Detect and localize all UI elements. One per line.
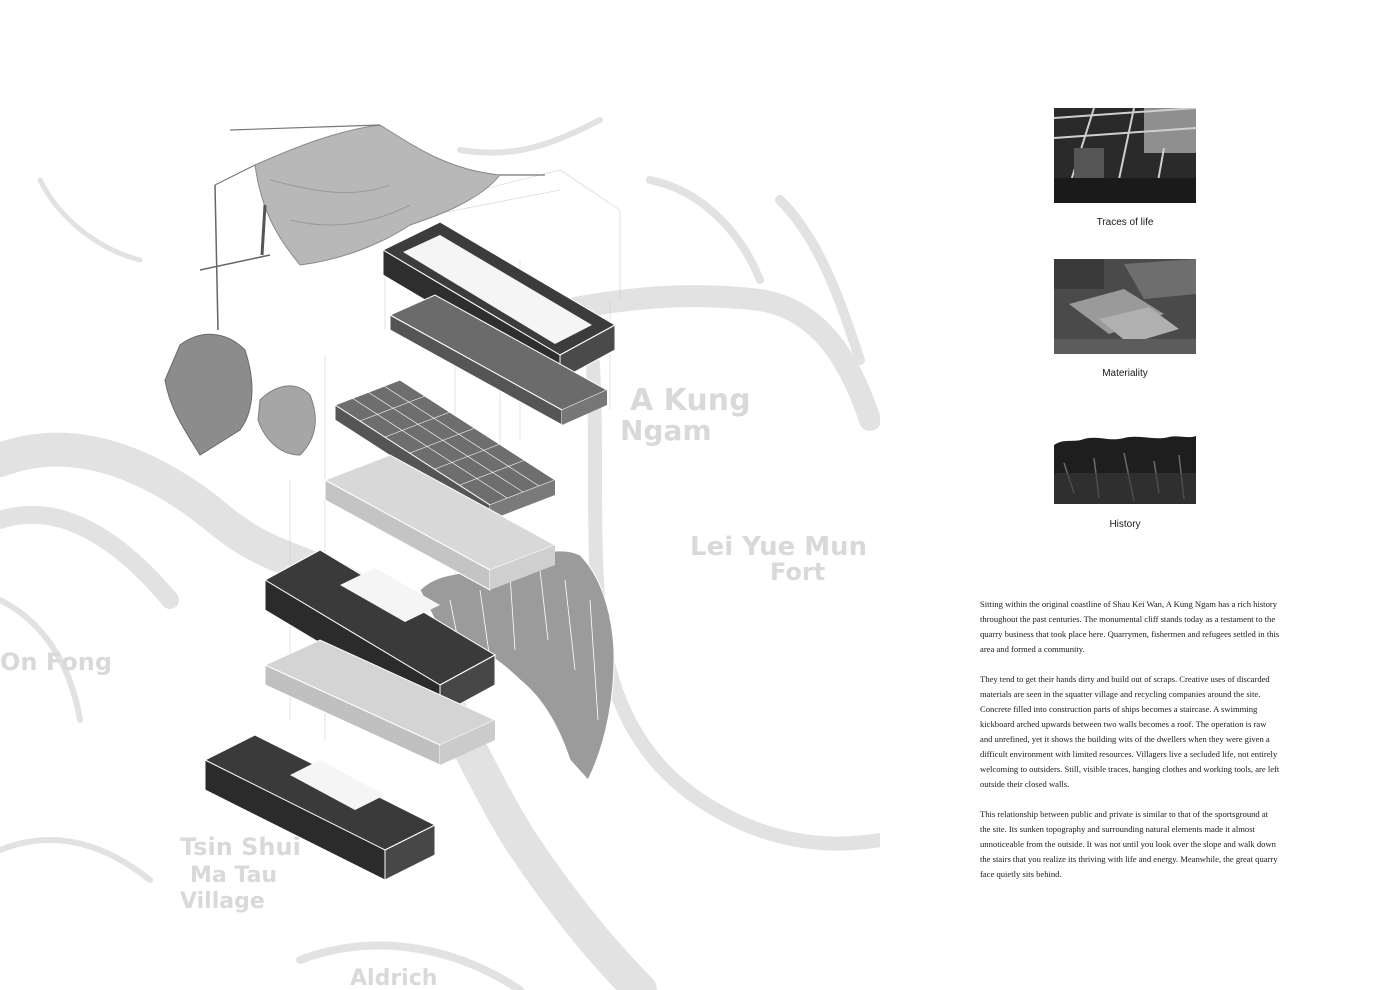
interior-photo-icon — [1054, 108, 1196, 203]
materiality-photo — [1054, 259, 1196, 354]
map-label-a-kung: A Kung — [630, 383, 751, 418]
history-photo — [1054, 433, 1196, 504]
gallery-caption-history: History — [1109, 519, 1141, 530]
map-label-village: Village — [180, 889, 265, 914]
tarp-roof — [215, 125, 545, 265]
gallery-caption-materiality: Materiality — [1102, 368, 1148, 379]
bottom-dark-frame — [205, 735, 435, 880]
map-label-aldrich: Aldrich — [350, 966, 438, 990]
map-label-ma-tau: Ma Tau — [190, 863, 278, 888]
map-label-tsin-shui: Tsin Shui — [180, 833, 301, 861]
map-label-lei-yue-mun: Lei Yue Mun — [690, 532, 868, 562]
traces-of-life-photo — [1054, 108, 1196, 203]
paragraph-3: This relationship between public and private is similar to that of the sportsground at the site. Its sunken topography and surrounding natural elements made it almost unnoticeable from the outside. It was not until you look over the slope and walk down the stairs that you realize its thriving with life and energy. Meanwhile, the great quarry face quietly sits behind. — [980, 809, 1278, 879]
map-label-fort: Fort — [770, 558, 826, 586]
paragraph-1: Sitting within the original coastline of Shau Kei Wan, A Kung Ngam has a rich history throughout the past centuries. The monumental cliff stands today as a testament to the quarry business that took place here. Quarrymen, fishermen and refugees settled in this area and formed a community. — [980, 599, 1280, 654]
description-text — [980, 597, 1280, 897]
gallery-caption-traces-of-life: Traces of life — [1096, 217, 1154, 228]
map-label-on-fong: On Fong — [0, 648, 113, 676]
cliff-photo-icon — [1054, 433, 1196, 504]
map-label-ngam: Ngam — [620, 414, 712, 447]
paragraph-2: They tend to get their hands dirty and build out of scraps. Creative uses of discarded materials are seen in the squatter village and recycling companies around the site. Concrete filled into construction parts of ships becomes a staircase. A swimming kickboard arched upwards between two walls becomes a roof. The operation is raw and unrefined, yet it shows the building wits of the dwellers when they were given a difficult environment with limited resources. Villagers live a secluded life, not entirely welcoming to outsiders. Still, visible traces, hanging clothes and working tools, are left outside their closed walls. — [980, 674, 1280, 789]
rooftops-photo-icon — [1054, 259, 1196, 354]
